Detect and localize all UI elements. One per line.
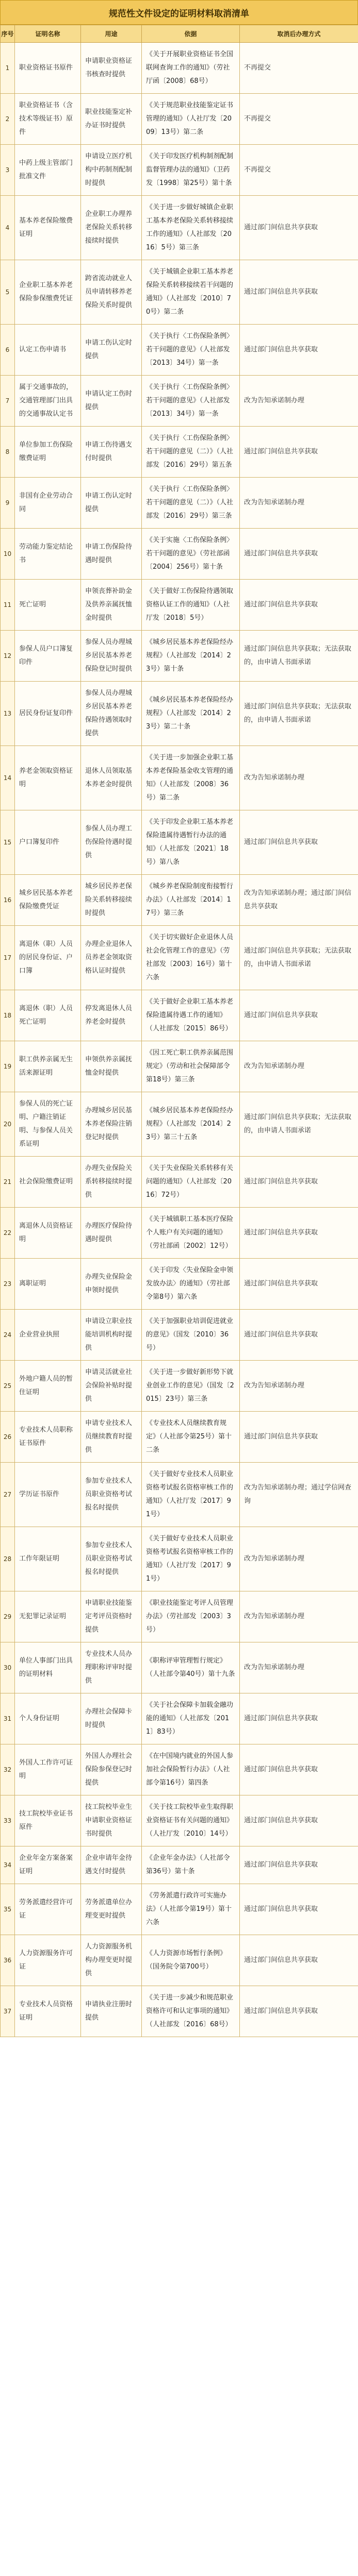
handling-method-cell: 通过部门间信息共享获取 [240, 325, 358, 376]
basis-cell: 《关于执行〈工伤保险条例〉若干问题的意见》（人社部发〔2013〕34号）第一条 [142, 325, 240, 376]
purpose-cell: 申请工伤认定时提供 [81, 325, 142, 376]
basis-cell: 《职业技能鉴定考评人员管理办法》（劳社部发〔2003〕3号） [142, 1591, 240, 1642]
basis-cell: 《关于社会保障卡加载金融功能的通知》（人社部发〔2011〕83号） [142, 1693, 240, 1744]
table-row [1, 1361, 358, 1412]
certificate-name-cell: 社会保险缴费证明 [15, 1157, 81, 1208]
table-row [1, 529, 358, 580]
handling-method-cell: 通过部门间信息共享获取 [240, 1693, 358, 1744]
handling-method-cell: 改为告知承诺制办理 [240, 1041, 358, 1092]
purpose-cell: 参保人员办理工伤保险待遇时提供 [81, 810, 142, 875]
table-row [1, 145, 358, 196]
basis-cell: 《关于做好专业技术人员职业资格考试报名资格审核工作的通知》（人社厅发〔2017〕91号） [142, 1463, 240, 1527]
purpose-cell: 企业申请年金待遇支付时提供 [81, 1846, 142, 1884]
purpose-cell: 申请职业资格证书核查时提供 [81, 43, 142, 94]
purpose-cell: 申请执业注册时提供 [81, 1986, 142, 2037]
handling-method-cell: 通过部门间信息共享获取 [240, 1846, 358, 1884]
basis-cell: 《在中国境内就业的外国人参加社会保险暂行办法》（人社部令第16号）第四条 [142, 1744, 240, 1795]
header-purpose: 用途 [81, 25, 142, 43]
basis-cell: 《关于做好专业技术人员职业资格考试报名资格审核工作的通知》（人社厅发〔2017〕91号） [142, 1527, 240, 1591]
table-row [1, 1693, 358, 1744]
table-row [1, 746, 358, 810]
certificate-name-cell: 技工院校毕业证书原件 [15, 1795, 81, 1846]
basis-cell: 《城乡居民基本养老保险经办规程》（人社部发〔2014〕23号）第三十五条 [142, 1092, 240, 1157]
table-row [1, 1463, 358, 1527]
serial-number-cell: 34 [1, 1846, 15, 1884]
certificate-name-cell: 职工供养亲属无生活来源证明 [15, 1041, 81, 1092]
table-row [1, 1208, 358, 1259]
basis-cell: 《关于规范职业技能鉴定证书管理的通知》（人社厅发〔2009〕13号）第二条 [142, 94, 240, 145]
serial-number-cell: 22 [1, 1208, 15, 1259]
purpose-cell: 办理医疗保险待遇时提供 [81, 1208, 142, 1259]
basis-cell: 《关于实施〈工伤保险条例〉若干问题的意见》（劳社部函〔2004〕256号）第十条 [142, 529, 240, 580]
certificate-name-cell: 离职证明 [15, 1259, 81, 1310]
basis-cell: 《城乡养老保险制度衔接暂行办法》（人社部发〔2014〕17号）第三条 [142, 875, 240, 926]
basis-cell: 《职称评审管理暂行规定》（人社部令第40号）第十九条 [142, 1642, 240, 1693]
table-row [1, 1259, 358, 1310]
serial-number-cell: 24 [1, 1310, 15, 1361]
purpose-cell: 申领丧葬补助金及供养亲属抚恤金时提供 [81, 580, 142, 631]
purpose-cell: 企业职工办理养老保险关系转移接续时提供 [81, 196, 142, 260]
purpose-cell: 申请设立医疗机构中药制剂配制时提供 [81, 145, 142, 196]
handling-method-cell: 改为告知承诺制办理；通过学信网查询 [240, 1463, 358, 1527]
serial-number-cell: 35 [1, 1884, 15, 1935]
basis-cell: 《城乡居民基本养老保险经办规程》（人社部发〔2014〕23号）第二十条 [142, 682, 240, 746]
certificate-name-cell: 职业资格证书（含技术等级证书）原件 [15, 94, 81, 145]
basis-cell: 《关于加强职业培训促进就业的意见》（国发〔2010〕36号） [142, 1310, 240, 1361]
certificate-name-cell: 单位参加工伤保险缴费证明 [15, 427, 81, 478]
handling-method-cell: 通过部门间信息共享获取；无法获取的，由申请人书面承诺 [240, 682, 358, 746]
table-row [1, 260, 358, 325]
handling-method-cell: 改为告知承诺制办理 [240, 746, 358, 810]
serial-number-cell: 33 [1, 1795, 15, 1846]
table-row [1, 1935, 358, 1986]
header-certificate-name: 证明名称 [15, 25, 81, 43]
handling-method-cell: 通过部门间信息共享获取 [240, 990, 358, 1041]
serial-number-cell: 29 [1, 1591, 15, 1642]
certificate-name-cell: 无犯罪记录证明 [15, 1591, 81, 1642]
basis-cell: 《关于技工院校毕业生取得职业资格证书有关问题的通知》（人社厅发〔2010〕14号） [142, 1795, 240, 1846]
basis-cell: 《关于做好企业职工基本养老保险遗属待遇工作的通知》（人社部发〔2015〕86号） [142, 990, 240, 1041]
purpose-cell: 办理企业退休人员养老金领取资格认证时提供 [81, 926, 142, 990]
table-row [1, 1884, 358, 1935]
handling-method-cell: 通过部门间信息共享获取 [240, 1935, 358, 1986]
certificate-name-cell: 人力资源服务许可证 [15, 1935, 81, 1986]
certificate-name-cell: 工作年限证明 [15, 1527, 81, 1591]
table-row [1, 990, 358, 1041]
purpose-cell: 退休人员领取基本养老金时提供 [81, 746, 142, 810]
handling-method-cell: 通过部门间信息共享获取 [240, 196, 358, 260]
table-row [1, 580, 358, 631]
handling-method-cell: 改为告知承诺制办理 [240, 1361, 358, 1412]
basis-cell: 《关于进一步减少和规范职业资格许可和认定事项的通知》（人社部发〔2016〕68号） [142, 1986, 240, 2037]
table-row [1, 1744, 358, 1795]
basis-cell: 《城乡居民基本养老保险经办规程》（人社部发〔2014〕23号）第十条 [142, 631, 240, 682]
basis-cell: 《关于进一步加强企业职工基本养老保险基金收支管理的通知》（人社部发〔2008〕36号）第二条 [142, 746, 240, 810]
serial-number-cell: 2 [1, 94, 15, 145]
handling-method-cell: 改为告知承诺制办理 [240, 376, 358, 427]
certificate-name-cell: 离退休（职）人员死亡证明 [15, 990, 81, 1041]
purpose-cell: 申请工伤认定时提供 [81, 478, 142, 529]
certificate-name-cell: 劳动能力鉴定结论书 [15, 529, 81, 580]
purpose-cell: 参保人员办理城乡居民基本养老保险登记时提供 [81, 631, 142, 682]
purpose-cell: 跨省流动就业人员申请转移养老保险关系时提供 [81, 260, 142, 325]
serial-number-cell: 28 [1, 1527, 15, 1591]
purpose-cell: 办理城乡居民基本养老保险注销登记时提供 [81, 1092, 142, 1157]
table-row [1, 1986, 358, 2037]
serial-number-cell: 36 [1, 1935, 15, 1986]
header-basis: 依据 [142, 25, 240, 43]
serial-number-cell: 31 [1, 1693, 15, 1744]
handling-method-cell: 不再提交 [240, 43, 358, 94]
purpose-cell: 申请工伤待遇支付时提供 [81, 427, 142, 478]
certificate-name-cell: 参保人员的死亡证明、户籍注销证明、与参保人员关系证明 [15, 1092, 81, 1157]
basis-cell: 《专业技术人员继续教育规定》（人社部令第25号）第十二条 [142, 1412, 240, 1463]
handling-method-cell: 通过部门间信息共享获取 [240, 1259, 358, 1310]
certificate-cancellation-table [0, 25, 358, 2037]
serial-number-cell: 7 [1, 376, 15, 427]
purpose-cell: 申请专业技术人员继续教育时提供 [81, 1412, 142, 1463]
purpose-cell: 申请工伤保险待遇时提供 [81, 529, 142, 580]
handling-method-cell: 改为告知承诺制办理 [240, 1642, 358, 1693]
serial-number-cell: 13 [1, 682, 15, 746]
purpose-cell: 外国人办理社会保险参保登记时提供 [81, 1744, 142, 1795]
basis-cell: 《关于做好工伤保险待遇领取资格认证工作的通知》（人社厅发〔2018〕5号） [142, 580, 240, 631]
serial-number-cell: 8 [1, 427, 15, 478]
serial-number-cell: 18 [1, 990, 15, 1041]
serial-number-cell: 23 [1, 1259, 15, 1310]
certificate-name-cell: 单位人事部门出具的证明材料 [15, 1642, 81, 1693]
certificate-name-cell: 居民身份证复印件 [15, 682, 81, 746]
basis-cell: 《关于城镇职工基本医疗保险个人账户有关问题的通知》（劳社部函〔2002〕12号） [142, 1208, 240, 1259]
table-row [1, 196, 358, 260]
table-row [1, 1846, 358, 1884]
handling-method-cell: 通过部门间信息共享获取 [240, 1884, 358, 1935]
serial-number-cell: 25 [1, 1361, 15, 1412]
basis-cell: 《关于执行〈工伤保险条例〉若干问题的意见（二）》（人社部发〔2016〕29号）第五条 [142, 427, 240, 478]
purpose-cell: 参保人员办理城乡居民基本养老保险待遇领取时提供 [81, 682, 142, 746]
table-row [1, 1041, 358, 1092]
basis-cell: 《关于印发医疗机构制剂配制监督管理办法的通知》（卫药发〔1998〕第25号）第十条 [142, 145, 240, 196]
serial-number-cell: 6 [1, 325, 15, 376]
table-row [1, 427, 358, 478]
handling-method-cell: 通过部门间信息共享获取 [240, 1986, 358, 2037]
table-row [1, 1310, 358, 1361]
handling-method-cell: 不再提交 [240, 94, 358, 145]
table-row [1, 926, 358, 990]
purpose-cell: 办理失业保险关系转移接续时提供 [81, 1157, 142, 1208]
serial-number-cell: 3 [1, 145, 15, 196]
table-row [1, 810, 358, 875]
table-row [1, 1412, 358, 1463]
handling-method-cell: 通过部门间信息共享获取 [240, 1744, 358, 1795]
table-row [1, 1642, 358, 1693]
handling-method-cell: 改为告知承诺制办理；通过部门间信息共享获取 [240, 875, 358, 926]
header-serial-number: 序号 [1, 25, 15, 43]
handling-method-cell: 改为告知承诺制办理 [240, 1591, 358, 1642]
handling-method-cell: 不再提交 [240, 145, 358, 196]
serial-number-cell: 32 [1, 1744, 15, 1795]
serial-number-cell: 20 [1, 1092, 15, 1157]
handling-method-cell: 通过部门间信息共享获取 [240, 529, 358, 580]
serial-number-cell: 11 [1, 580, 15, 631]
basis-cell: 《关于城镇企业职工基本养老保险关系转移接续若干问题的通知》（人社部发〔2010〕70号）第二条 [142, 260, 240, 325]
certificate-name-cell: 非国有企业劳动合同 [15, 478, 81, 529]
table-row [1, 43, 358, 94]
handling-method-cell: 通过部门间信息共享获取；无法获取的，由申请人书面承诺 [240, 1092, 358, 1157]
basis-cell: 《关于切实做好企业退休人员社会化管理工作的意见》（劳社部发〔2003〕16号）第十六条 [142, 926, 240, 990]
handling-method-cell: 通过部门间信息共享获取 [240, 810, 358, 875]
serial-number-cell: 27 [1, 1463, 15, 1527]
basis-cell: 《关于执行〈工伤保险条例〉若干问题的意见（二）》（人社部发〔2016〕29号）第三条 [142, 478, 240, 529]
table-row [1, 478, 358, 529]
basis-cell: 《关于进一步做好新形势下就业创业工作的意见》（国发〔2015〕23号）第三条 [142, 1361, 240, 1412]
serial-number-cell: 12 [1, 631, 15, 682]
certificate-name-cell: 学历证书原件 [15, 1463, 81, 1527]
certificate-name-cell: 死亡证明 [15, 580, 81, 631]
purpose-cell: 技工院校毕业生申请职业资格证书时提供 [81, 1795, 142, 1846]
basis-cell: 《关于印发企业职工基本养老保险遗属待遇暂行办法的通知》（人社部发〔2021〕18号）第八条 [142, 810, 240, 875]
certificate-name-cell: 参保人员户口簿复印件 [15, 631, 81, 682]
serial-number-cell: 9 [1, 478, 15, 529]
purpose-cell: 职业技能鉴定补办证书时提供 [81, 94, 142, 145]
serial-number-cell: 26 [1, 1412, 15, 1463]
certificate-name-cell: 中药上级主管部门批准文件 [15, 145, 81, 196]
handling-method-cell: 通过部门间信息共享获取 [240, 1157, 358, 1208]
purpose-cell: 专业技术人员办理职称评审时提供 [81, 1642, 142, 1693]
serial-number-cell: 14 [1, 746, 15, 810]
certificate-name-cell: 养老金领取资格证明 [15, 746, 81, 810]
purpose-cell: 申请设立职业技能培训机构时提供 [81, 1310, 142, 1361]
certificate-name-cell: 离退休人员资格证明 [15, 1208, 81, 1259]
purpose-cell: 申请职业技能鉴定考评员资格时提供 [81, 1591, 142, 1642]
serial-number-cell: 17 [1, 926, 15, 990]
handling-method-cell: 通过部门间信息共享获取 [240, 580, 358, 631]
handling-method-cell: 改为告知承诺制办理 [240, 478, 358, 529]
serial-number-cell: 30 [1, 1642, 15, 1693]
certificate-name-cell: 城乡居民基本养老保险缴费凭证 [15, 875, 81, 926]
purpose-cell: 申领供养亲属抚恤金时提供 [81, 1041, 142, 1092]
table-row [1, 1157, 358, 1208]
certificate-name-cell: 属于交通事故的，交通管理部门出具的交通事故认定书 [15, 376, 81, 427]
purpose-cell: 城乡居民养老保险关系转移接续时提供 [81, 875, 142, 926]
header-handling-method: 取消后办理方式 [240, 25, 358, 43]
certificate-name-cell: 劳务派遣经营许可证 [15, 1884, 81, 1935]
purpose-cell: 办理社会保障卡时提供 [81, 1693, 142, 1744]
basis-cell: 《劳务派遣行政许可实施办法》（人社部令第19号）第十六条 [142, 1884, 240, 1935]
handling-method-cell: 通过部门间信息共享获取 [240, 1412, 358, 1463]
certificate-name-cell: 户口簿复印件 [15, 810, 81, 875]
purpose-cell: 申请认定工伤时提供 [81, 376, 142, 427]
basis-cell: 《因工死亡职工供养亲属范围规定》（劳动和社会保障部令第18号）第三条 [142, 1041, 240, 1092]
table-row [1, 376, 358, 427]
serial-number-cell: 10 [1, 529, 15, 580]
purpose-cell: 停发离退休人员养老金时提供 [81, 990, 142, 1041]
handling-method-cell: 通过部门间信息共享获取 [240, 427, 358, 478]
purpose-cell: 参加专业技术人员职业资格考试报名时提供 [81, 1463, 142, 1527]
table-header-row [1, 25, 358, 43]
certificate-name-cell: 企业年金方案备案证明 [15, 1846, 81, 1884]
table-row [1, 94, 358, 145]
table-row [1, 682, 358, 746]
handling-method-cell: 改为告知承诺制办理 [240, 1527, 358, 1591]
serial-number-cell: 4 [1, 196, 15, 260]
handling-method-cell: 通过部门间信息共享获取 [240, 1310, 358, 1361]
table-row [1, 875, 358, 926]
table-row [1, 631, 358, 682]
table-row [1, 1092, 358, 1157]
handling-method-cell: 通过部门间信息共享获取；无法获取的，由申请人书面承诺 [240, 631, 358, 682]
basis-cell: 《人力资源市场暂行条例》（国务院令第700号） [142, 1935, 240, 1986]
table-row [1, 325, 358, 376]
certificate-name-cell: 专业技术人员资格证明 [15, 1986, 81, 2037]
basis-cell: 《企业年金办法》（人社部令第36号）第十条 [142, 1846, 240, 1884]
certificate-name-cell: 离退休（职）人员的居民身份证、户口簿 [15, 926, 81, 990]
certificate-name-cell: 个人身份证明 [15, 1693, 81, 1744]
certificate-name-cell: 企业职工基本养老保险参保缴费凭证 [15, 260, 81, 325]
handling-method-cell: 通过部门间信息共享获取；无法获取的，由申请人书面承诺 [240, 926, 358, 990]
purpose-cell: 人力资源服务机构办理变更时提供 [81, 1935, 142, 1986]
basis-cell: 《关于开展职业资格证书全国联网查询工作的通知》（劳社厅函〔2008〕68号） [142, 43, 240, 94]
certificate-name-cell: 企业营业执照 [15, 1310, 81, 1361]
document-title: 规范性文件设定的证明材料取消清单 [0, 0, 358, 25]
serial-number-cell: 16 [1, 875, 15, 926]
table-row [1, 1527, 358, 1591]
basis-cell: 《关于进一步做好城镇企业职工基本养老保险关系转移接续工作的通知》（人社部发〔2016〕5号）第三条 [142, 196, 240, 260]
purpose-cell: 参加专业技术人员职业资格考试报名时提供 [81, 1527, 142, 1591]
handling-method-cell: 通过部门间信息共享获取 [240, 1208, 358, 1259]
purpose-cell: 劳务派遣单位办理变更时提供 [81, 1884, 142, 1935]
table-row [1, 1591, 358, 1642]
serial-number-cell: 5 [1, 260, 15, 325]
certificate-name-cell: 外地户籍人员的暂住证明 [15, 1361, 81, 1412]
table-row [1, 1795, 358, 1846]
certificate-name-cell: 外国人工作许可证明 [15, 1744, 81, 1795]
certificate-name-cell: 认定工伤申请书 [15, 325, 81, 376]
certificate-name-cell: 专业技术人员职称证书原件 [15, 1412, 81, 1463]
serial-number-cell: 21 [1, 1157, 15, 1208]
purpose-cell: 办理失业保险金申领时提供 [81, 1259, 142, 1310]
serial-number-cell: 15 [1, 810, 15, 875]
handling-method-cell: 通过部门间信息共享获取 [240, 1795, 358, 1846]
table-body [1, 43, 358, 2037]
serial-number-cell: 37 [1, 1986, 15, 2037]
basis-cell: 《关于执行〈工伤保险条例〉若干问题的意见》（人社部发〔2013〕34号）第一条 [142, 376, 240, 427]
certificate-name-cell: 职业资格证书原件 [15, 43, 81, 94]
purpose-cell: 申请灵活就业社会保险补贴时提供 [81, 1361, 142, 1412]
basis-cell: 《关于失业保险关系转移有关问题的通知》（人社部发〔2016〕72号） [142, 1157, 240, 1208]
serial-number-cell: 1 [1, 43, 15, 94]
handling-method-cell: 通过部门间信息共享获取 [240, 260, 358, 325]
serial-number-cell: 19 [1, 1041, 15, 1092]
basis-cell: 《关于印发〈失业保险金申领发放办法〉的通知》（劳社部令第8号）第六条 [142, 1259, 240, 1310]
certificate-name-cell: 基本养老保险缴费证明 [15, 196, 81, 260]
